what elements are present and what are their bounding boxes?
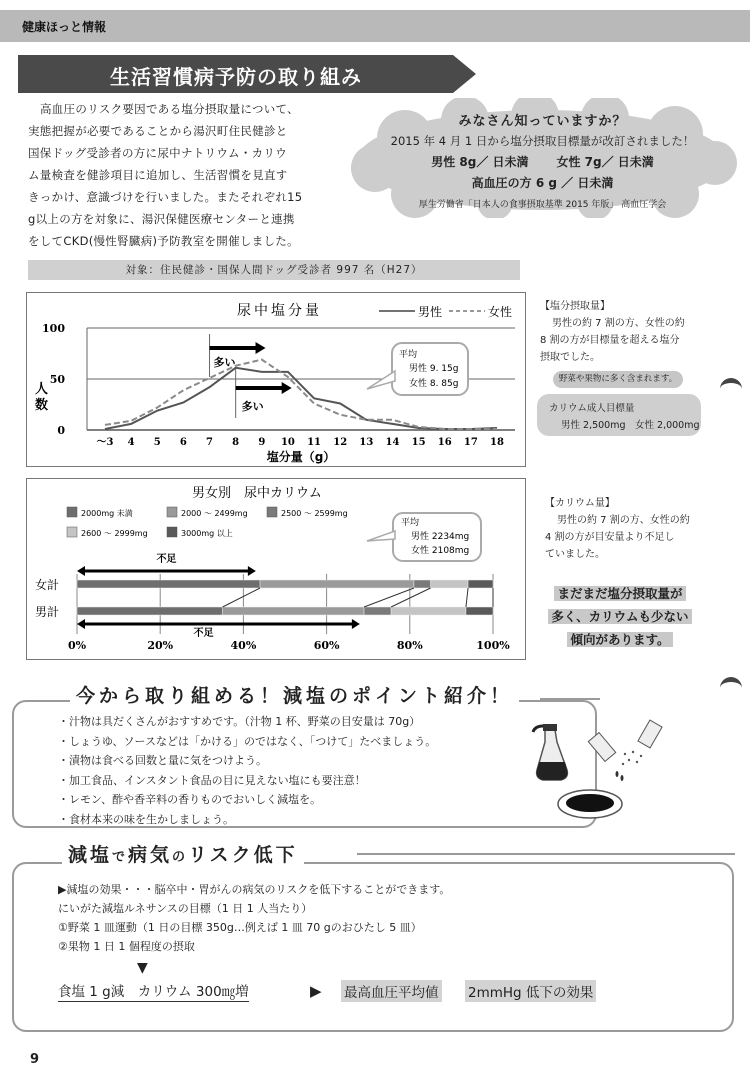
tips-list [58, 712, 436, 829]
y-tick-label: 0 [57, 424, 65, 437]
legend-swatch [167, 527, 177, 537]
legend-swatch [167, 507, 177, 517]
potassium-bar-chart [26, 478, 526, 660]
salt-note-line: 男性の約 7 割の方、女性の約 [552, 318, 685, 329]
x-tick-label: ～3 [96, 437, 114, 448]
title-banner [18, 55, 478, 93]
risk-title-rule [357, 853, 735, 855]
intro-line: 高血圧のリスク要因である塩分摂取量について、 [40, 102, 299, 116]
average-title: 平均 [399, 350, 418, 360]
emphasis-note [540, 582, 700, 651]
callout-tail [367, 531, 395, 541]
bar-segment [77, 580, 260, 588]
down-arrow-icon: ▼ [137, 960, 148, 976]
result-value: 2mmHg 低下の効果 [465, 980, 596, 1002]
bar-segment [466, 607, 493, 615]
legend-label: 2600 ～ 2999mg [81, 529, 148, 538]
tips-title-rule [540, 698, 600, 700]
x-tick-label: 16 [437, 437, 452, 448]
emphasis-line: 多く、カリウムも少ない [548, 609, 691, 624]
potassium-chart-svg [27, 479, 525, 659]
potassium-target-box [537, 394, 701, 436]
x-tick-label: 15 [411, 437, 426, 448]
legend-label: 3000mg 以上 [181, 529, 233, 538]
risk-text [58, 880, 450, 956]
y-axis-label: 数 [35, 398, 49, 413]
salt-note-line: 摂取でした。 [540, 352, 600, 363]
bar-segment [260, 580, 414, 588]
intro-line: ム量検査を健診項目に追加し、生活習慣を見直す [28, 168, 288, 182]
callout-tail [367, 371, 395, 389]
legend-swatch [67, 507, 77, 517]
x-tick-label: 7 [206, 437, 214, 448]
soy-sauce-bottle-icon [533, 724, 567, 780]
x-tick-label: 4 [127, 437, 135, 448]
emphasis-line: 傾向があります。 [567, 632, 672, 647]
tip-item: ・汁物は具だくさんがおすすめです。（汁物 1 杯、野菜の目安量は 70g） [58, 715, 421, 728]
male-more-arrow-head [282, 382, 292, 394]
bar-segment [364, 607, 391, 615]
potassium-target-title: カリウム成人目標量 [549, 403, 635, 414]
x-tick-label: 18 [490, 437, 504, 448]
equation-text: 食塩 1 g減 カリウム 300㎎増 [58, 984, 249, 1000]
legend-swatch [67, 527, 77, 537]
male-shortage-label: 不足 [193, 628, 214, 639]
x-tick-label: 8 [232, 437, 240, 448]
male-more-label: 多い [241, 400, 264, 413]
x-tick-label: 5 [153, 437, 161, 448]
potassium-target-values: 男性 2,500mg 女性 2,000mg [561, 420, 700, 431]
intro-line: きっかけ、意識づけを行いました。またそれぞれ15 [28, 190, 303, 204]
y-tick-label: 50 [49, 373, 65, 386]
notice-question: みなさん知っていますか？ [458, 114, 627, 129]
y-tick-label: 100 [42, 322, 65, 335]
risk-title-part: 減塩 [68, 844, 113, 866]
x-tick-label: 80% [396, 639, 423, 652]
tip-item: ・漬物は食べる回数と量に気をつけよう。 [58, 754, 267, 767]
result-label: 最高血圧平均値 [341, 980, 442, 1002]
average-male: 男性 9. 15g [409, 364, 459, 374]
x-tick-label: 14 [385, 437, 400, 448]
female-more-label: 多い [213, 356, 236, 369]
legend-label: 2000mg 未満 [81, 509, 133, 518]
x-tick-label: 6 [179, 437, 187, 448]
potassium-note [545, 495, 720, 563]
legend-female-label: 女性 [488, 305, 513, 319]
reduction-equation [58, 980, 249, 1000]
potassium-note-line: ていました。 [545, 549, 605, 560]
intro-line: 国保ドッグ受診者の方に尿中ナトリウム・カリウ [28, 146, 288, 160]
salt-note-heading: 【塩分摂取量】 [540, 301, 610, 312]
risk-line: ②果物 1 日 1 個程度の摂取 [58, 940, 195, 953]
notice-cloud [345, 98, 740, 218]
average-title: 平均 [401, 518, 420, 528]
x-tick-label: 13 [359, 437, 374, 448]
x-tick-label: 11 [307, 437, 322, 448]
female-shortage-label: 不足 [156, 554, 177, 565]
intro-line: g以上の方を対象に、湯沢保健医療センターと連携 [28, 212, 295, 226]
x-tick-label: 0% [67, 639, 87, 652]
average-female: 女性 2108mg [411, 546, 470, 556]
intro-paragraph [28, 98, 330, 252]
legend-swatch [267, 507, 277, 517]
female-shortage-arrow-head-right [248, 566, 256, 576]
page-title: 生活習慣病予防の取り組み [110, 65, 362, 89]
section-header [0, 10, 750, 42]
notice-source: 厚生労働省「日本人の食事摂取基準 2015 年版」 高血圧学会 [418, 200, 667, 210]
x-tick-label: 12 [333, 437, 348, 448]
risk-line: ①野菜 1 皿運動（1 日の目標 350g…例えば 1 皿 70 gのおひたし 5 皿） [58, 921, 422, 934]
x-tick-label: 40% [230, 639, 257, 652]
hypertension-target: 高血圧の方 6 g ／ 日未満 [471, 176, 614, 190]
male-target: 男性 8g／ 日未満 [431, 155, 529, 169]
x-axis-label: 塩分量（g） [266, 450, 336, 464]
emphasis-line: まだまだ塩分摂取量が [554, 586, 685, 601]
x-tick-label: 9 [258, 437, 266, 448]
section-label: 健康ほっと情報 [22, 20, 107, 34]
average-female: 女性 8. 85g [409, 379, 459, 389]
tip-item: ・レモン、酢や香辛料の香りものでおいしく減塩を。 [58, 793, 322, 806]
x-tick-label: 60% [313, 639, 340, 652]
bar-segment [431, 580, 468, 588]
bar-segment [223, 607, 364, 615]
segment-connector [466, 588, 468, 607]
bar-segment [468, 580, 493, 588]
female-more-arrow-head [256, 342, 266, 354]
segment-connector [364, 588, 414, 607]
tip-item: ・加工食品、インスタント食品の目に見えない塩にも要注意！ [58, 773, 366, 787]
notice-targets [345, 153, 740, 170]
bar-segment [414, 580, 431, 588]
x-tick-label: 10 [280, 437, 295, 448]
legend-label: 2000 ～ 2499mg [181, 509, 248, 518]
salt-line-chart [26, 292, 526, 467]
risk-title-part: 病気 [128, 844, 173, 866]
notice-revision: 2015 年 4 月 1 日から塩分摂取目標量が改訂されました！ [390, 134, 695, 148]
y-axis-label: 人 [35, 382, 49, 397]
target-label: 対象：住民健診・国保人間ドッグ受診者 997 名（H27） [28, 260, 520, 280]
intro-line: をしてCKD(慢性腎臓病)予防教室を開催しました。 [28, 234, 299, 248]
category-label: 女計 [35, 578, 60, 592]
page-number: 9 [30, 1052, 40, 1067]
potassium-note-line: 4 割の方が目安量より不足し [545, 532, 675, 543]
potassium-note-heading: 【カリウム量】 [545, 498, 615, 509]
punch-hole-icon [720, 378, 742, 390]
chart-title: 男女別 尿中カリウム [192, 486, 322, 501]
potassium-note-line: 男性の約 7 割の方、女性の約 [557, 515, 690, 526]
risk-title-part: リスク低下 [188, 844, 298, 866]
x-tick-label: 17 [463, 437, 478, 448]
salt-chart-svg [27, 293, 525, 466]
risk-line: ▶減塩の効果・・・脳卒中・胃がんの病気のリスクを低下することができます。 [58, 883, 451, 896]
legend-male-label: 男性 [418, 305, 443, 319]
male-shortage-arrow-head-right [352, 619, 360, 629]
x-tick-label: 20% [147, 639, 174, 652]
bar-segment [391, 607, 466, 615]
bar-segment [77, 607, 223, 615]
risk-title-part: で [112, 850, 129, 865]
female-shortage-arrow-head-left [77, 566, 85, 576]
tips-title: 今から取り組める！減塩のポイント紹介！ [70, 681, 519, 708]
punch-hole-icon [720, 677, 742, 689]
female-target: 女性 7g／ 日未満 [556, 155, 654, 169]
legend-label: 2500 ～ 2599mg [281, 509, 348, 518]
right-arrow-icon: ▶ [310, 982, 322, 1000]
salt-note-line: 8 割の方が目標量を超える塩分 [540, 335, 680, 346]
intro-line: 実態把握が必要であることから湯沢町住民健診と [28, 124, 288, 138]
x-tick-label: 100% [476, 639, 510, 652]
soy-sauce-dish-icon [558, 790, 622, 818]
male-shortage-arrow-head-left [77, 619, 85, 629]
segment-connector [391, 588, 431, 607]
soy-sauce-salt-illustration [525, 712, 685, 824]
salt-note [540, 298, 710, 366]
chart-title: 尿中塩分量 [237, 303, 322, 319]
risk-title [62, 840, 304, 867]
salt-shaker-icon [588, 720, 662, 781]
risk-title-part: の [172, 850, 189, 865]
category-label: 男計 [35, 605, 60, 619]
segment-connector [223, 588, 260, 607]
vegetable-pill: 野菜や果物に多く含まれます。 [553, 371, 683, 388]
average-male: 男性 2234mg [411, 532, 470, 542]
risk-line: にいがた減塩ルネサンスの目標（1 日 1 人当たり） [58, 902, 313, 915]
tip-item: ・食材本来の味を生かしましょう。 [58, 812, 234, 826]
tip-item: ・しょうゆ、ソースなどは「かける」のではなく、「つけて」たべましょう。 [58, 734, 437, 748]
